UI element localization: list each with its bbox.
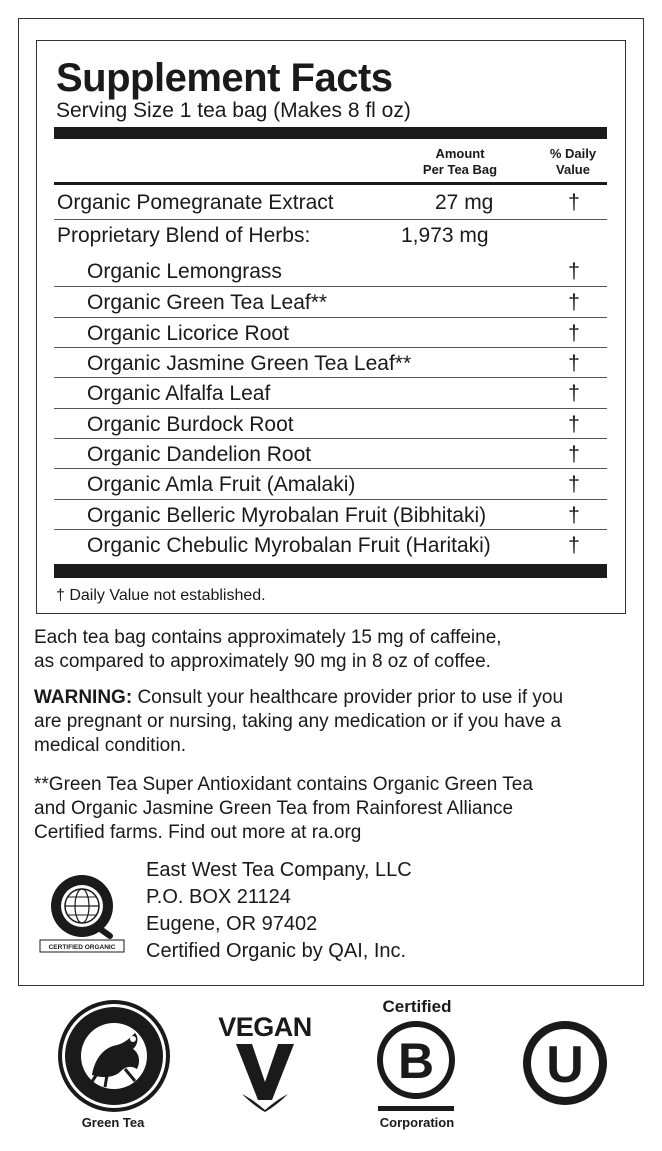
svg-text:U: U	[546, 1036, 584, 1094]
ingredient-daily-value: †	[568, 352, 580, 375]
bcorp-corporation-text: Corporation	[379, 1115, 455, 1130]
kosher-ou-logo	[522, 1020, 608, 1106]
ingredient-daily-value: †	[568, 260, 580, 283]
bcorp-logo	[374, 1020, 458, 1112]
ingredient-daily-value: †	[568, 473, 580, 496]
warning-statement: WARNING: Consult your healthcare provider prior to use if you are pregnant or nursing, taking any medication or if you have a medical condition.	[34, 687, 564, 756]
table-row	[54, 469, 607, 500]
vegan-label: VEGAN	[218, 1012, 312, 1042]
thick-rule-bottom	[54, 564, 607, 578]
table-row	[54, 439, 607, 469]
ingredient-name: Proprietary Blend of Herbs:	[57, 224, 311, 247]
rainforest-caption: Green Tea	[81, 1115, 145, 1130]
table-row	[54, 378, 607, 409]
ingredient-daily-value: †	[568, 191, 580, 214]
ingredient-daily-value: †	[568, 291, 580, 314]
ingredient-name: Organic Pomegranate Extract	[57, 191, 334, 214]
table-row	[54, 500, 607, 530]
vegan-v-leaf-icon	[232, 1042, 298, 1112]
ingredient-name: Organic Burdock Root	[87, 413, 294, 436]
ingredient-name: Organic Lemongrass	[87, 260, 282, 283]
column-header-amount: Amount Per Tea Bag	[422, 146, 498, 177]
bcorp-certified-text: Certified	[382, 997, 452, 1016]
table-row	[54, 287, 607, 318]
antioxidant-note: **Green Tea Super Antioxidant contains Organic Green Tea and Organic Jasmine Green Tea from Rainforest Alliance Certified farms. Find out more at ra.org	[34, 774, 533, 843]
column-header-daily-value: % Daily Value	[549, 146, 597, 177]
qai-certified-organic-logo	[38, 870, 126, 954]
ingredient-amount: 1,973 mg	[401, 224, 489, 247]
ingredient-daily-value: †	[568, 322, 580, 345]
table-row	[54, 256, 607, 287]
ingredient-daily-value: †	[568, 443, 580, 466]
ingredient-daily-value: †	[568, 534, 580, 557]
ingredient-name: Organic Chebulic Myrobalan Fruit (Haritaki)	[87, 534, 491, 557]
svg-text:CERTIFIED ORGANIC: CERTIFIED ORGANIC	[48, 944, 116, 951]
ingredient-daily-value: †	[568, 382, 580, 405]
table-row	[54, 348, 607, 378]
table-row	[54, 186, 607, 220]
table-row	[54, 530, 607, 561]
daily-value-footnote: † Daily Value not established.	[56, 587, 266, 604]
table-row	[54, 318, 607, 348]
ingredient-name: Organic Licorice Root	[87, 322, 289, 345]
ingredient-daily-value: †	[568, 504, 580, 527]
company-address: East West Tea Company, LLC P.O. BOX 21124 Eugene, OR 97402 Certified Organic by QAI, Inc.	[146, 859, 412, 962]
ingredient-name: Organic Green Tea Leaf**	[87, 291, 328, 314]
ingredient-daily-value: †	[568, 413, 580, 436]
ingredient-name: Organic Dandelion Root	[87, 443, 312, 466]
facts-title: Supplement Facts	[56, 56, 393, 100]
ingredient-name: Organic Belleric Myrobalan Fruit (Bibhitaki)	[87, 504, 487, 527]
table-row	[54, 220, 607, 256]
ingredient-name: Organic Alfalfa Leaf	[87, 382, 271, 405]
ingredient-amount: 27 mg	[435, 191, 494, 214]
thick-rule-top	[54, 127, 607, 139]
ingredient-name: Organic Amla Fruit (Amalaki)	[87, 473, 356, 496]
ingredient-name: Organic Jasmine Green Tea Leaf**	[87, 352, 412, 375]
svg-text:B: B	[397, 1033, 435, 1089]
warning-label: WARNING:	[34, 687, 133, 708]
table-row	[54, 409, 607, 439]
serving-size: Serving Size 1 tea bag (Makes 8 fl oz)	[56, 99, 411, 122]
rainforest-alliance-frog-logo	[55, 997, 173, 1115]
caffeine-statement: Each tea bag contains approximately 15 mg of caffeine, as compared to approximately 90 mg in 8 oz of coffee.	[34, 627, 502, 672]
medium-rule	[54, 182, 607, 185]
